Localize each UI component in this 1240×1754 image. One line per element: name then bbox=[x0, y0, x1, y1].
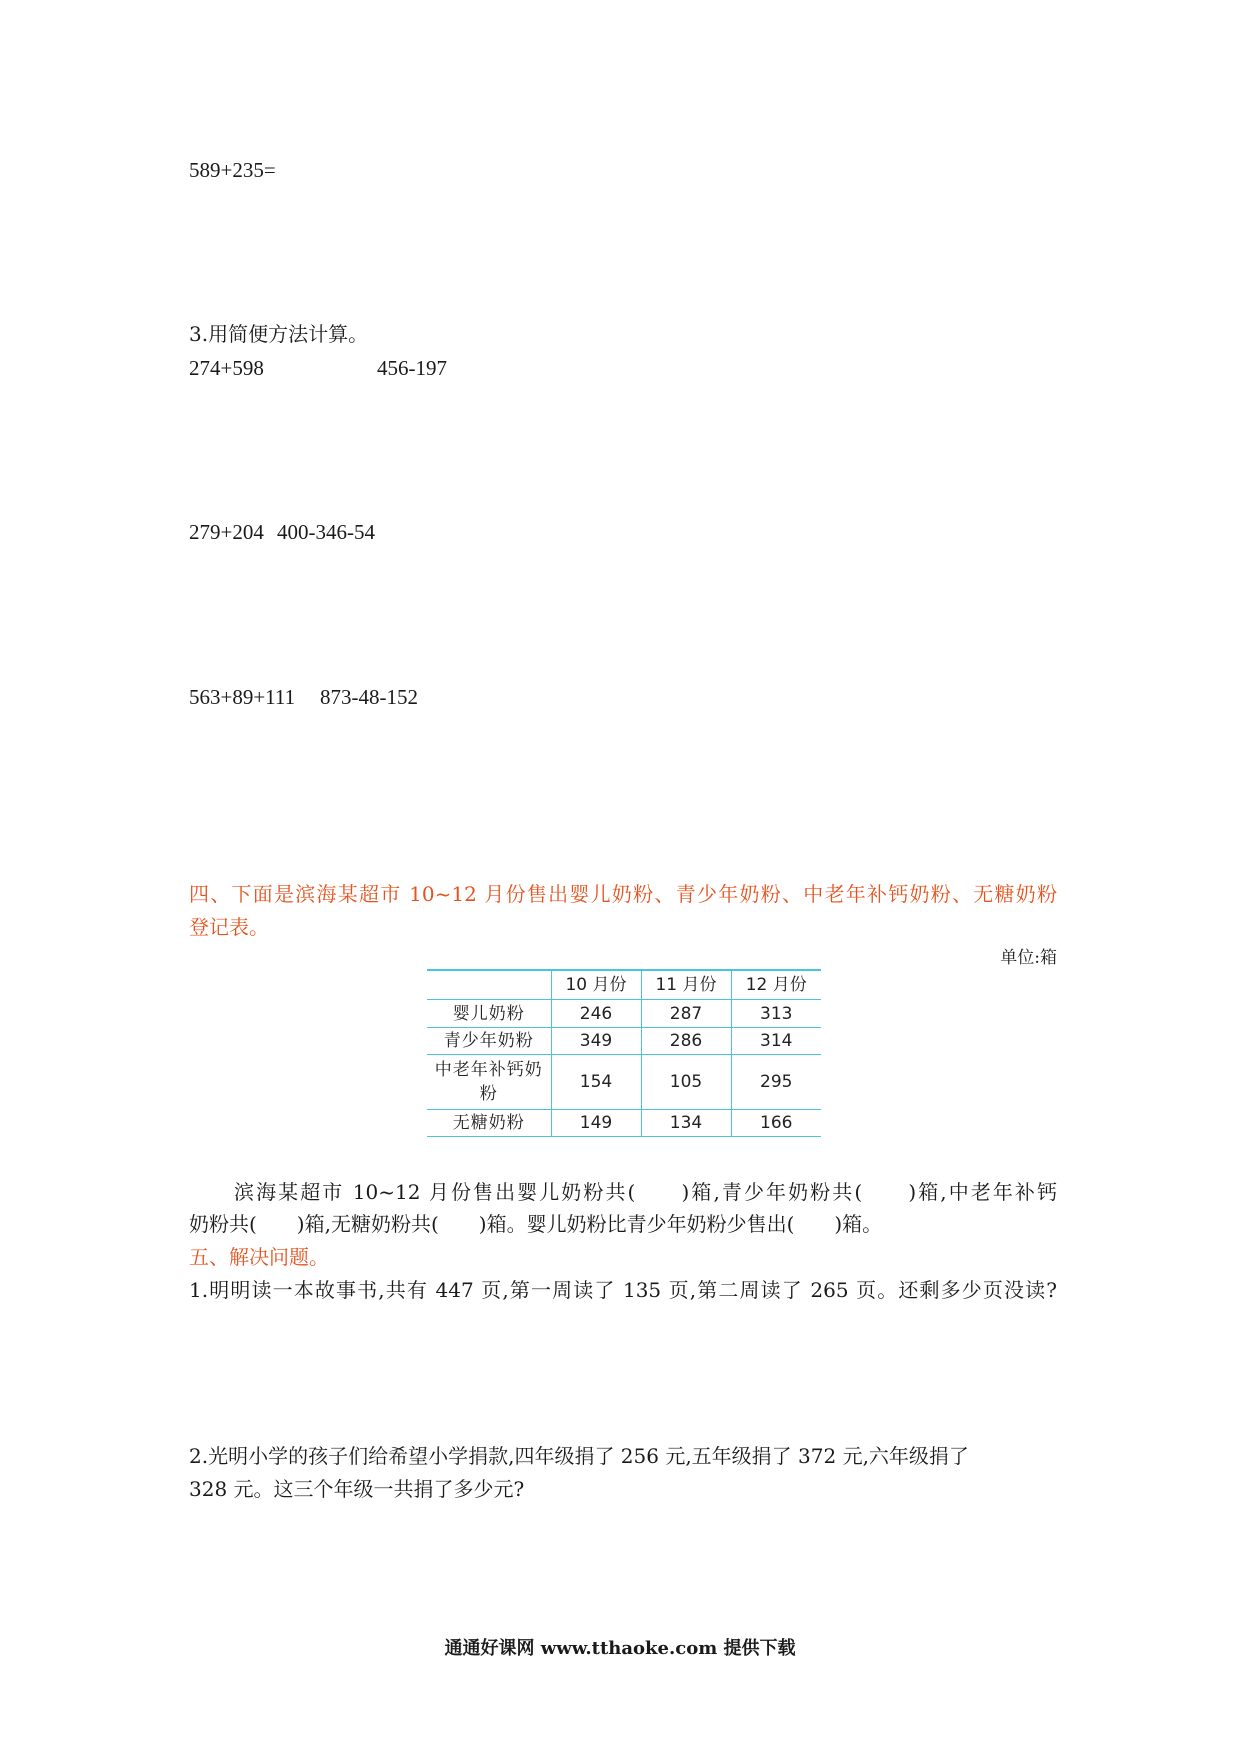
table-cell: 286 bbox=[641, 1028, 731, 1055]
row-label: 婴儿奶粉 bbox=[427, 1000, 551, 1028]
expression: 279+204 bbox=[189, 520, 264, 544]
expression: 563+89+111 bbox=[189, 685, 296, 709]
section4-title-continued: 登记表。 bbox=[189, 915, 269, 939]
section4-title: 四、下面是滨海某超市 10~12 月份售出婴儿奶粉、青少年奶粉、中老年补钙奶粉、无糖奶粉 bbox=[189, 882, 1057, 906]
expression: 400-346-54 bbox=[277, 520, 375, 544]
column-header: 10 月份 bbox=[551, 970, 641, 1000]
fill-in-sentence: 滨海某超市 10~12 月份售出婴儿奶粉共( )箱,青少年奶粉共( )箱,中老年补钙 bbox=[234, 1180, 1057, 1204]
question-1: 1.明明读一本故事书,共有 447 页,第一周读了 135 页,第二周读了 265 页。还剩多少页没读? bbox=[189, 1278, 1057, 1302]
table-cell: 166 bbox=[731, 1110, 821, 1137]
row-label: 青少年奶粉 bbox=[427, 1028, 551, 1055]
table-cell: 134 bbox=[641, 1110, 731, 1137]
table-cell: 154 bbox=[551, 1055, 641, 1110]
section3-title: 3.用简便方法计算。 bbox=[189, 322, 369, 346]
column-header bbox=[427, 970, 551, 1000]
row-label: 无糖奶粉 bbox=[427, 1110, 551, 1137]
unit-label: 单位:箱 bbox=[1000, 948, 1057, 968]
table-row bbox=[427, 1110, 821, 1137]
table-cell: 313 bbox=[731, 1000, 821, 1028]
table-cell: 105 bbox=[641, 1055, 731, 1110]
question-2: 2.光明小学的孩子们给希望小学捐款,四年级捐了 256 元,五年级捐了 372 元,六年级捐了 bbox=[189, 1444, 969, 1468]
section5-title: 五、解决问题。 bbox=[189, 1245, 329, 1269]
table-cell: 295 bbox=[731, 1055, 821, 1110]
expression: 274+598 bbox=[189, 356, 264, 380]
table-row bbox=[427, 1028, 821, 1055]
sales-table bbox=[427, 969, 821, 1137]
expression: 456-197 bbox=[377, 356, 447, 380]
table-row bbox=[427, 1000, 821, 1028]
expression: 873-48-152 bbox=[320, 685, 418, 709]
table-cell: 314 bbox=[731, 1028, 821, 1055]
question-2-continued: 328 元。这三个年级一共捐了多少元? bbox=[189, 1477, 525, 1501]
column-header: 12 月份 bbox=[731, 970, 821, 1000]
row-label: 中老年补钙奶粉 bbox=[427, 1055, 551, 1110]
footer-watermark: 通通好课网 www.tthaoke.com 提供下载 bbox=[444, 1638, 796, 1659]
table-cell: 246 bbox=[551, 1000, 641, 1028]
table-row bbox=[427, 1055, 821, 1110]
table-cell: 349 bbox=[551, 1028, 641, 1055]
table-cell: 149 bbox=[551, 1110, 641, 1137]
table-header-row bbox=[427, 970, 821, 1000]
column-header: 11 月份 bbox=[641, 970, 731, 1000]
fill-in-sentence-continued: 奶粉共( )箱,无糖奶粉共( )箱。婴儿奶粉比青少年奶粉少售出( )箱。 bbox=[189, 1212, 883, 1236]
expression: 589+235= bbox=[189, 158, 276, 182]
table-cell: 287 bbox=[641, 1000, 731, 1028]
